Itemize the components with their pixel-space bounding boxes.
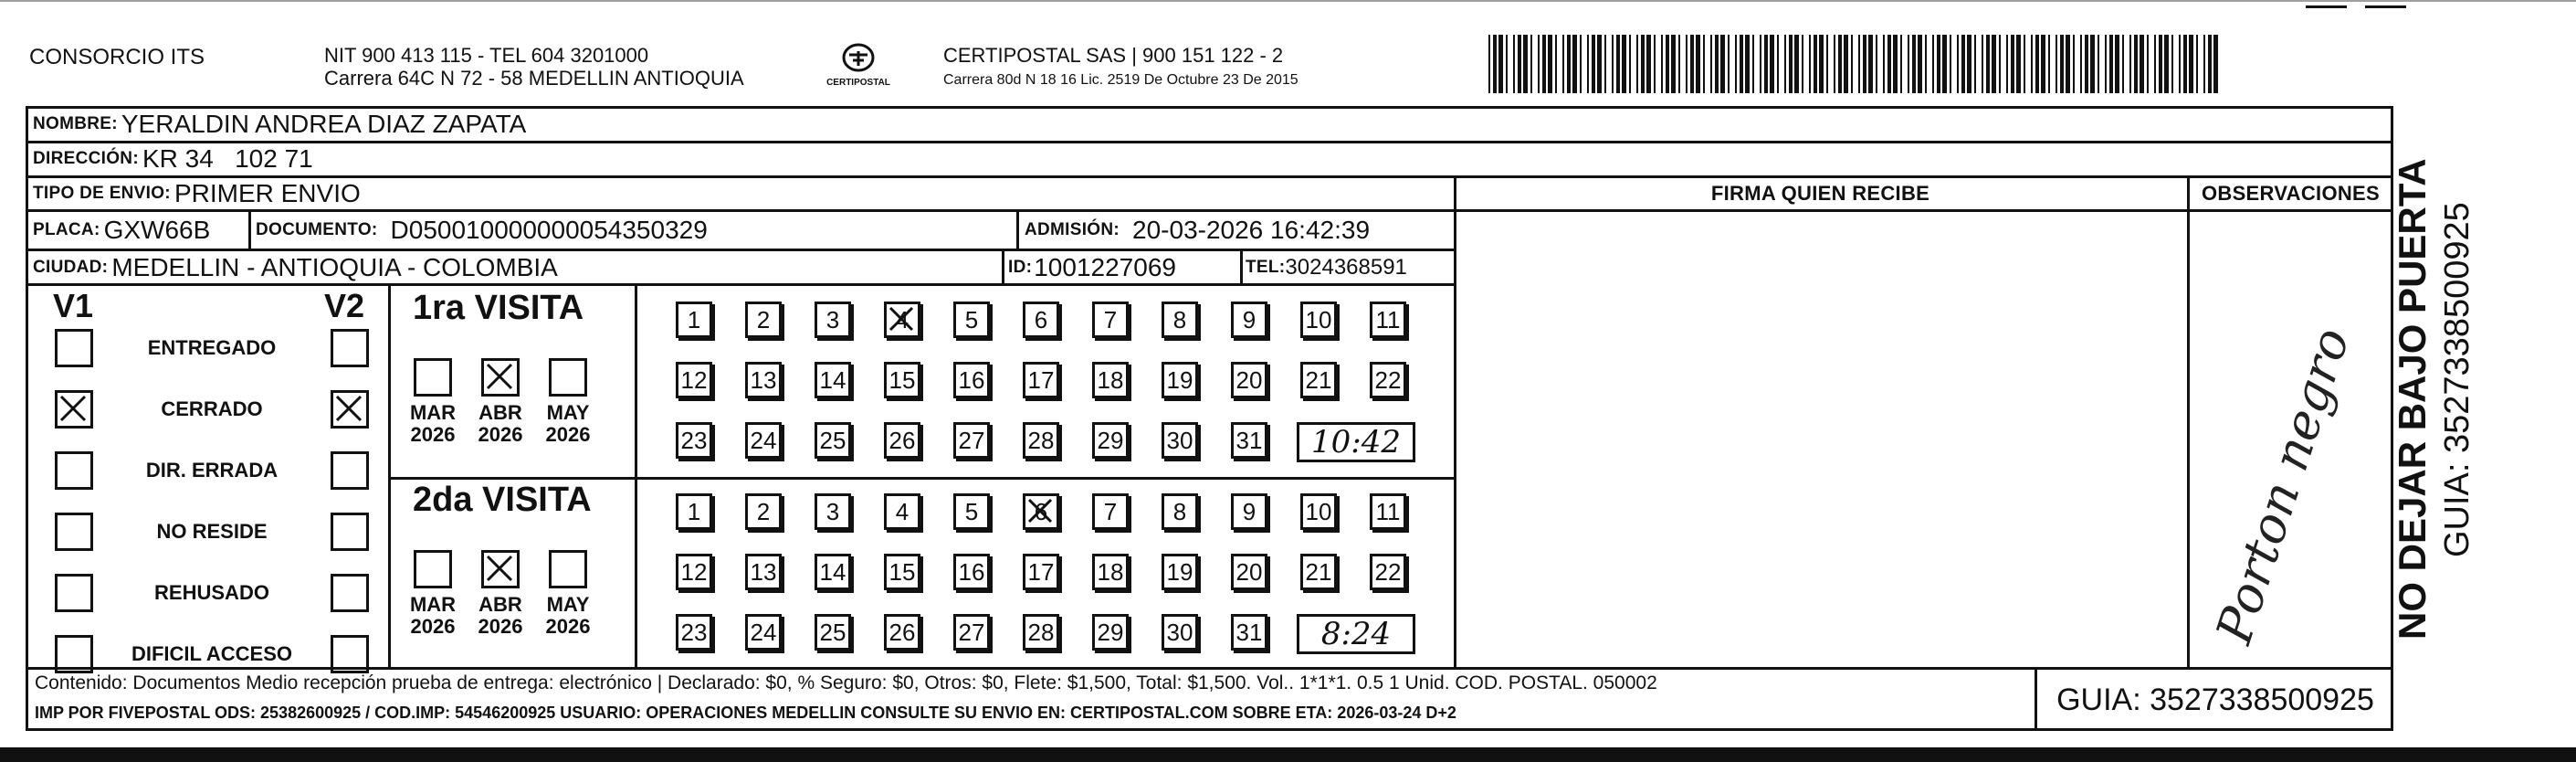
barcode-bar (1661, 35, 1663, 93)
col-line-obs (2187, 175, 2190, 669)
placa-divider (248, 211, 251, 249)
barcode-bar (1918, 35, 1922, 93)
barcode-bar (2140, 35, 2144, 93)
day-box[interactable]: 25 (815, 422, 851, 459)
day-box[interactable]: 21 (1300, 554, 1337, 590)
barcode-bar (1961, 35, 1965, 93)
barcode-bar (1814, 35, 1817, 93)
barcode-bar (1819, 35, 1824, 93)
handwritten-time-note: 8:24 (1297, 614, 1415, 654)
admision-divider (1016, 211, 1019, 249)
status-label: NO RESIDE (156, 520, 268, 543)
day-box[interactable]: 27 (953, 422, 990, 459)
v1-checkbox[interactable] (55, 513, 93, 551)
barcode-bar (1498, 35, 1503, 93)
barcode-bar (1932, 35, 1934, 93)
barcode-bar (2171, 35, 2173, 93)
barcode-bar (1950, 35, 1951, 93)
barcode-bar (1728, 35, 1730, 93)
day-box[interactable]: 20 (1231, 362, 1267, 398)
v1-label: V1 (53, 287, 94, 324)
barcode-bar (1636, 35, 1638, 93)
barcode-bar (1646, 35, 1651, 93)
month-name: ABR (478, 401, 522, 424)
day-box[interactable]: 14 (815, 362, 851, 398)
month-year: 2026 (545, 423, 591, 446)
barcode-bar (1942, 35, 1947, 93)
visit-title: 2da VISITA (413, 481, 592, 519)
barcode-bar (1851, 35, 1853, 93)
barcode-bar (1982, 35, 1983, 93)
day-box[interactable]: 26 (884, 422, 920, 459)
barcode-bar (1834, 35, 1835, 93)
barcode-bar (1523, 35, 1528, 93)
barcode-bar (2115, 35, 2119, 93)
checkmark-x-icon (1025, 496, 1057, 527)
day-box[interactable]: 31 (1231, 422, 1267, 459)
tipo-value: PRIMER ENVIO (173, 179, 361, 207)
day-box[interactable]: 10 (1300, 302, 1337, 338)
barcode-bar (1671, 35, 1676, 93)
day-box[interactable]: 5 (953, 302, 990, 338)
barcode-bar (2147, 35, 2149, 93)
day-box[interactable]: 28 (1023, 422, 1059, 459)
status-label: CERRADO (161, 397, 263, 420)
day-box[interactable]: 4 (884, 302, 920, 338)
barcode-graphic (1488, 35, 2219, 93)
checkmark-x-icon (484, 553, 517, 586)
status-label: REHUSADO (154, 581, 269, 604)
month-name: MAR (409, 401, 457, 424)
barcode-bar (2213, 35, 2218, 93)
barcode-bar (2041, 35, 2045, 93)
barcode-bar (1999, 35, 2001, 93)
barcode-bar (1735, 35, 1737, 93)
barcode-bar (1562, 35, 1564, 93)
day-box[interactable]: 20 (1231, 554, 1267, 590)
day-box[interactable]: 15 (884, 554, 920, 590)
barcode-bar (2134, 35, 2138, 93)
month-checkbox[interactable] (481, 358, 520, 397)
tel-value: 3024368591 (1285, 255, 1407, 280)
status-label: DIR. ERRADA (145, 459, 279, 482)
month-label (405, 594, 460, 638)
barcode-bar (2098, 35, 2099, 93)
documento-cell (256, 211, 708, 249)
barcode-bar (1597, 35, 1602, 93)
barcode-bar (1678, 35, 1680, 93)
barcode-bar (1937, 35, 1940, 93)
id-value: 1001227069 (1034, 253, 1176, 281)
day-box[interactable]: 11 (1370, 302, 1406, 338)
barcode-bar (2085, 35, 2088, 93)
barcode-bar (2179, 35, 2181, 93)
month-name: MAY (546, 401, 590, 424)
day-box[interactable]: 7 (1092, 302, 1129, 338)
status-label: ENTREGADO (147, 336, 277, 359)
barcode-bar (1740, 35, 1743, 93)
day-box[interactable]: 22 (1370, 554, 1406, 590)
barcode-bar (2154, 35, 2156, 93)
barcode-bar (1789, 35, 1793, 93)
checkmark-x-icon (58, 393, 90, 426)
barcode-bar (1592, 35, 1595, 93)
barcode-bar (1777, 35, 1779, 93)
day-box[interactable]: 9 (1231, 302, 1267, 338)
barcode-bar (1858, 35, 1860, 93)
v2-checkbox[interactable] (331, 451, 369, 490)
barcode-bar (1745, 35, 1750, 93)
v2-label: V2 (324, 287, 365, 324)
firma-header (1454, 176, 2187, 211)
col-line-firma (1454, 175, 1456, 669)
barcode-bar (1802, 35, 1803, 93)
day-box[interactable]: 23 (676, 422, 712, 459)
top-edge (0, 0, 2576, 2)
visit-split-line (388, 477, 1455, 480)
day-box[interactable]: 22 (1370, 362, 1406, 398)
v1-checkbox[interactable] (55, 574, 93, 612)
barcode-bar (2090, 35, 2095, 93)
address-line: Carrera 64C N 72 - 58 MEDELLIN ANTIOQUIA (324, 67, 744, 90)
day-box[interactable]: 3 (815, 302, 851, 338)
tipo-label: TIPO DE ENVIO: (33, 184, 171, 203)
status-label: DIFICIL ACCESO (131, 642, 292, 665)
barcode-bar (1666, 35, 1669, 93)
day-box[interactable]: 21 (1300, 362, 1337, 398)
day-box[interactable]: 10 (1300, 493, 1337, 530)
day-box[interactable]: 30 (1162, 614, 1198, 651)
barcode-bar (2073, 35, 2075, 93)
barcode-bar (1530, 35, 1532, 93)
documento-label: DOCUMENTO: (256, 220, 378, 239)
bottom-strip (0, 747, 2576, 762)
tipo-row (33, 176, 361, 211)
day-box[interactable]: 12 (676, 362, 712, 398)
barcode-bar (1974, 35, 1976, 93)
placa-cell (33, 211, 210, 249)
barcode-bar (1629, 35, 1631, 93)
observaciones-note: Porton negro (2204, 321, 2361, 651)
barcode-bar (1686, 35, 1688, 93)
firma-label: FIRMA QUIEN RECIBE (1710, 182, 1930, 205)
barcode-bar (1604, 35, 1606, 93)
v2-checkbox[interactable] (331, 635, 369, 673)
barcode-bar (1641, 35, 1645, 93)
day-box[interactable]: 2 (745, 493, 782, 530)
tel-cell (1246, 250, 1407, 285)
ciudad-label: CIUDAD: (33, 258, 109, 277)
direccion-row (33, 142, 313, 176)
day-box[interactable]: 8 (1162, 493, 1198, 530)
barcode-bar (2048, 35, 2050, 93)
top-dash-2 (2365, 5, 2406, 8)
barcode-bar (2024, 35, 2025, 93)
barcode-bar (1572, 35, 1577, 93)
barcode-bar (2122, 35, 2124, 93)
admision-label: ADMISIÓN: (1025, 220, 1120, 239)
barcode-bar (1760, 35, 1761, 93)
barcode-bar (2189, 35, 2193, 93)
barcode-bar (2016, 35, 2021, 93)
certipostal-logo (826, 42, 890, 93)
barcode-bar (1809, 35, 1811, 93)
barcode-bar (2105, 35, 2107, 93)
barcode-bar (1548, 35, 1552, 93)
ciudad-value: MEDELLIN - ANTIOQUIA - COLOMBIA (111, 253, 558, 281)
footer-guia-box: GUIA: 3527338500925 (2035, 670, 2393, 730)
id-cell (1008, 250, 1176, 285)
barcode-bar (1863, 35, 1866, 93)
barcode-bar (1587, 35, 1589, 93)
visit-title: 1ra VISITA (413, 289, 584, 327)
day-box[interactable]: 31 (1231, 614, 1267, 651)
v1-checkbox[interactable] (55, 329, 93, 367)
barcode-bar (1770, 35, 1774, 93)
month-label (541, 594, 595, 638)
barcode-bar (1703, 35, 1705, 93)
month-name: MAR (409, 593, 457, 616)
barcode-bar (1555, 35, 1557, 93)
v1-checkbox[interactable] (55, 635, 93, 673)
barcode-bar (2164, 35, 2169, 93)
barcode-bar (1794, 35, 1799, 93)
v2-checkbox[interactable] (331, 513, 369, 551)
barcode-bar (1893, 35, 1898, 93)
barcode-bar (1542, 35, 1546, 93)
barcode-bar (2183, 35, 2187, 93)
day-box[interactable]: 6 (1023, 493, 1059, 530)
barcode-bar (2129, 35, 2131, 93)
month-year: 2026 (478, 615, 523, 638)
month-checkbox[interactable] (414, 358, 452, 397)
day-box[interactable]: 27 (953, 614, 990, 651)
day-box[interactable]: 5 (953, 493, 990, 530)
barcode-bar (2109, 35, 2113, 93)
day-box[interactable]: 19 (1162, 362, 1198, 398)
documento-value: D050010000000054350329 (390, 216, 708, 244)
checkmark-x-icon (887, 304, 918, 335)
day-box[interactable]: 17 (1023, 362, 1059, 398)
barcode-bar (1752, 35, 1754, 93)
day-box[interactable]: 2 (745, 302, 782, 338)
checkmark-x-icon (333, 393, 366, 426)
day-box[interactable]: 16 (953, 362, 990, 398)
barcode-bar (1883, 35, 1885, 93)
day-box[interactable]: 3 (815, 493, 851, 530)
barcode-bar (1912, 35, 1916, 93)
visit-days-divider (635, 285, 637, 667)
month-checkbox[interactable] (481, 550, 520, 588)
barcode-bar (1715, 35, 1719, 93)
direccion-value: KR 34 102 71 (142, 144, 313, 173)
barcode-bar (1567, 35, 1571, 93)
nombre-label: NOMBRE: (33, 114, 118, 133)
day-box[interactable]: 17 (1023, 554, 1059, 590)
day-box[interactable]: 9 (1231, 493, 1267, 530)
barcode-bar (1957, 35, 1959, 93)
barcode (1488, 35, 2219, 93)
company-name: CONSORCIO ITS (29, 45, 205, 69)
certipostal-line: CERTIPOSTAL SAS | 900 151 122 - 2 (943, 44, 1284, 67)
barcode-bar (1876, 35, 1877, 93)
status-visit-divider (388, 285, 391, 667)
day-box[interactable]: 16 (953, 554, 990, 590)
barcode-bar (1506, 35, 1508, 93)
v1-checkbox[interactable] (55, 390, 93, 429)
barcode-bar (2159, 35, 2162, 93)
direccion-label: DIRECCIÓN: (33, 149, 139, 168)
day-box[interactable]: 30 (1162, 422, 1198, 459)
placa-value: GXW66B (103, 216, 211, 244)
barcode-bar (2035, 35, 2039, 93)
barcode-bar (2080, 35, 2082, 93)
v2-checkbox[interactable] (331, 329, 369, 367)
day-box[interactable]: 25 (815, 614, 851, 651)
logo-icon (840, 42, 877, 73)
barcode-bar (1580, 35, 1582, 93)
month-label (473, 402, 528, 446)
observaciones-handwriting (2201, 321, 2383, 651)
side-guia-text: GUIA: 3527338500925 (2438, 202, 2476, 557)
day-box[interactable]: 6 (1023, 302, 1059, 338)
month-year: 2026 (545, 615, 591, 638)
barcode-bar (1908, 35, 1909, 93)
month-label (473, 594, 528, 638)
placa-label: PLACA: (33, 220, 100, 239)
top-dash-1 (2306, 5, 2347, 8)
barcode-bar (1844, 35, 1848, 93)
day-box[interactable]: 11 (1370, 493, 1406, 530)
month-checkbox[interactable] (549, 550, 587, 588)
v2-checkbox[interactable] (331, 390, 369, 429)
v1-checkbox[interactable] (55, 451, 93, 490)
id-divider (1002, 250, 1004, 285)
observaciones-label: OBSERVACIONES (2201, 182, 2380, 205)
barcode-bar (1967, 35, 1971, 93)
barcode-bar (1826, 35, 1828, 93)
day-box[interactable]: 23 (676, 614, 712, 651)
barcode-bar (1513, 35, 1515, 93)
ciudad-cell (33, 250, 558, 285)
barcode-bar (1710, 35, 1712, 93)
nombre-row (33, 106, 526, 143)
barcode-bar (1887, 35, 1891, 93)
barcode-bar (1654, 35, 1656, 93)
day-box[interactable]: 14 (815, 554, 851, 590)
month-name: MAY (546, 593, 590, 616)
nombre-value: YERALDIN ANDREA DIAZ ZAPATA (121, 110, 527, 138)
barcode-bar (1622, 35, 1626, 93)
barcode-bar (2011, 35, 2014, 93)
barcode-bar (1986, 35, 1990, 93)
day-box[interactable]: 13 (745, 554, 782, 590)
handwritten-time-note: 10:42 (1297, 422, 1415, 462)
barcode-bar (1764, 35, 1768, 93)
logo-text: CERTIPOSTAL (826, 78, 890, 88)
barcode-bar (2208, 35, 2212, 93)
certipostal-address: Carrera 80d N 18 16 Lic. 2519 De Octubre 23 De 2015 (943, 72, 1299, 88)
day-box[interactable]: 26 (884, 614, 920, 651)
day-box[interactable]: 19 (1162, 554, 1198, 590)
barcode-bar (2203, 35, 2205, 93)
no-dejar-text: NO DEJAR BAJO PUERTA (2391, 158, 2434, 640)
barcode-bar (1868, 35, 1873, 93)
month-label (541, 402, 595, 446)
day-box[interactable]: 7 (1092, 493, 1129, 530)
barcode-bar (1696, 35, 1700, 93)
v2-checkbox[interactable] (331, 574, 369, 612)
day-box[interactable]: 28 (1023, 614, 1059, 651)
day-box[interactable]: 29 (1092, 422, 1129, 459)
barcode-bar (1488, 35, 1490, 93)
barcode-bar (1900, 35, 1902, 93)
admision-cell (1025, 211, 1370, 249)
month-name: ABR (478, 593, 522, 616)
month-label (405, 402, 460, 446)
tel-divider (1240, 250, 1243, 285)
day-box[interactable]: 4 (884, 493, 920, 530)
barcode-bar (1518, 35, 1521, 93)
barcode-bar (1838, 35, 1842, 93)
tel-label: TEL: (1246, 258, 1286, 277)
day-box[interactable]: 15 (884, 362, 920, 398)
month-year: 2026 (410, 615, 456, 638)
day-box[interactable]: 18 (1092, 554, 1129, 590)
day-box[interactable]: 1 (676, 493, 712, 530)
day-box[interactable]: 29 (1092, 614, 1129, 651)
barcode-bar (2066, 35, 2070, 93)
id-label: ID: (1008, 258, 1033, 277)
barcode-bar (2196, 35, 2198, 93)
barcode-bar (1925, 35, 1927, 93)
day-box[interactable]: 24 (745, 614, 782, 651)
barcode-bar (1612, 35, 1614, 93)
barcode-bar (1538, 35, 1540, 93)
barcode-bar (1493, 35, 1497, 93)
day-box[interactable]: 1 (676, 302, 712, 338)
barcode-bar (1992, 35, 1996, 93)
barcode-bar (2060, 35, 2064, 93)
barcode-bar (1616, 35, 1620, 93)
barcode-bar (1720, 35, 1725, 93)
barcode-bar (1784, 35, 1786, 93)
nit-line: NIT 900 413 115 - TEL 604 3201000 (324, 44, 649, 67)
month-year: 2026 (410, 423, 456, 446)
footer-contenido: Contenido: Documentos Medio recepción prueba de entrega: electrónico | Declarado: $0, % Seguro: $0, Otros: $0, Flete: $1,500, Total: $1,500. Vol.. 1*1*1. 0.5 1 Unid. COD. POSTAL. 050002 (35, 672, 1657, 693)
footer-imp: IMP POR FIVEPOSTAL ODS: 25382600925 / COD.IMP: 54546200925 USUARIO: OPERACIONES MEDELLIN CONSULTE SU ENVIO EN: CERTIPOSTAL.COM SOBRE ETA: 2026-03-24 D+2 (35, 704, 1456, 722)
observaciones-header (2188, 176, 2393, 211)
day-box[interactable]: 13 (745, 362, 782, 398)
admision-value: 20-03-2026 16:42:39 (1132, 216, 1371, 244)
barcode-bar (2006, 35, 2008, 93)
day-box[interactable]: 8 (1162, 302, 1198, 338)
barcode-bar (2031, 35, 2033, 93)
day-box[interactable]: 24 (745, 422, 782, 459)
checkmark-x-icon (484, 361, 517, 394)
day-box[interactable]: 12 (676, 554, 712, 590)
month-checkbox[interactable] (414, 550, 452, 588)
barcode-bar (1690, 35, 1694, 93)
month-year: 2026 (478, 423, 523, 446)
month-checkbox[interactable] (549, 358, 587, 397)
barcode-bar (2056, 35, 2057, 93)
day-box[interactable]: 18 (1092, 362, 1129, 398)
